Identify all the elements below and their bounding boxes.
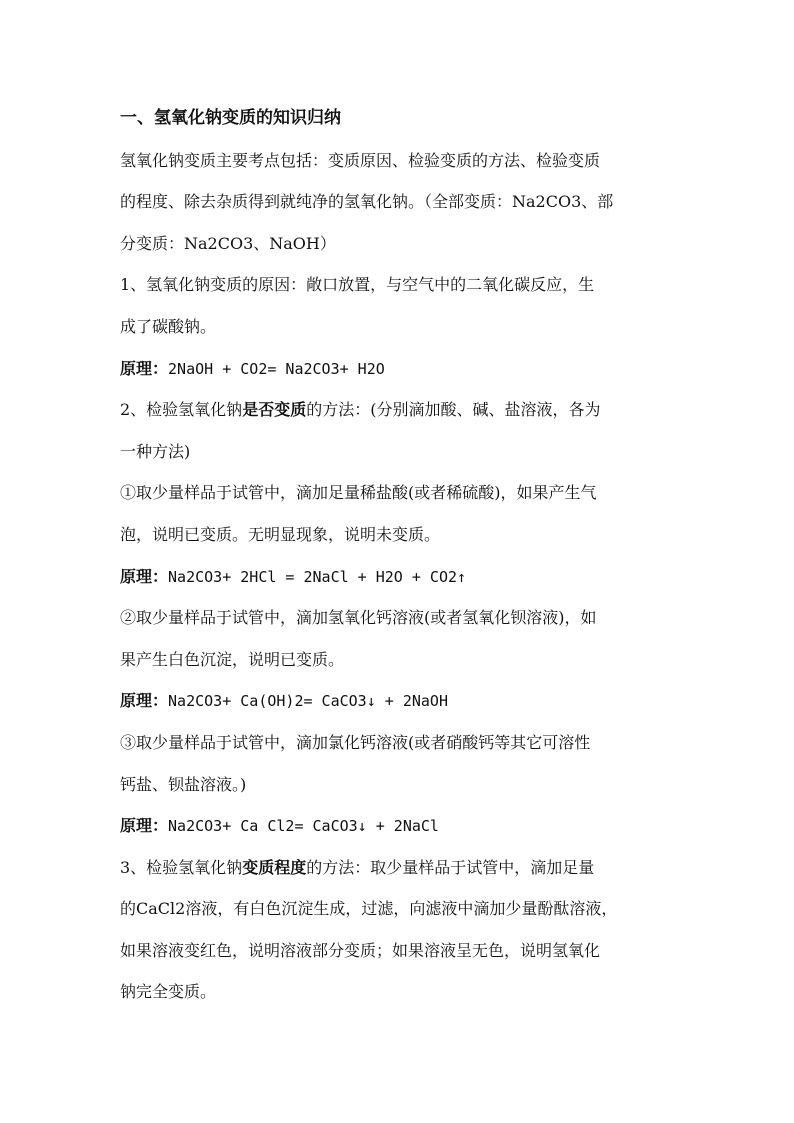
s3-line-1-c: 的方法：取少量样品于试管中，滴加足量 — [306, 857, 595, 877]
intro-line-1: 氢氧化钠变质主要考点包括：变质原因、检验变质的方法、检验变质 — [120, 150, 601, 170]
method-2-line-2: 果产生白色沉淀，说明已变质。 — [120, 649, 345, 669]
method-3-principle — [120, 805, 676, 847]
s3-line-1 — [120, 847, 676, 889]
method-1-line-1: ①取少量样品于试管中，滴加足量稀盐酸(或者稀硫酸)，如果产生气 — [120, 483, 597, 503]
method-1-principle — [120, 556, 676, 598]
s3-line-1-a: 3、检验氢氧化钠 — [120, 857, 243, 877]
principle-equation: Na2CO3+ 2HCl = 2NaCl + H2O + CO2↑ — [168, 567, 467, 586]
intro-line-2: 的程度、除去杂质得到就纯净的氢氧化钠。（全部变质：Na2CO3、部 — [120, 192, 614, 212]
method-1-line-2: 泡，说明已变质。无明显现象，说明未变质。 — [120, 524, 441, 544]
method-3-line-2: 钙盐、钡盐溶液。) — [120, 774, 247, 794]
principle-equation: Na2CO3+ Ca Cl2= CaCO3↓ + 2NaCl — [168, 817, 439, 836]
principle-label: 原理： — [120, 358, 169, 378]
principle-equation: Na2CO3+ Ca(OH)2= CaCO3↓ + 2NaOH — [168, 692, 448, 711]
method-2-line-1: ②取少量样品于试管中，滴加氢氧化钙溶液(或者氢氧化钡溶液)，如 — [120, 608, 597, 628]
s1-line-2: 成了碳酸钠。 — [120, 316, 217, 336]
s2-line-1-a: 2、检验氢氧化钠 — [120, 400, 243, 420]
s2-line-1-c: 的方法：(分别滴加酸、碱、盐溶液，各为 — [306, 400, 601, 420]
s3-line-1-bold: 变质程度 — [242, 857, 307, 877]
s3-line-3: 如果溶液变红色，说明溶液部分变质；如果溶液呈无色，说明氢氧化 — [120, 940, 601, 960]
method-3-line-1: ③取少量样品于试管中，滴加氯化钙溶液(或者硝酸钙等其它可溶性 — [120, 732, 591, 752]
s3-line-4: 钠完全变质。 — [120, 982, 217, 1002]
section-heading: 一、氢氧化钠变质的知识归纳 — [120, 108, 341, 128]
intro-line-3: 分变质：Na2CO3、NaOH） — [120, 233, 336, 253]
s2-line-2: 一种方法) — [120, 441, 191, 461]
s3-line-2: 的CaCl2溶液，有白色沉淀生成，过滤，向滤液中滴加少量酚酞溶液， — [120, 899, 618, 919]
principle-label: 原理： — [120, 566, 169, 586]
s2-line-1 — [120, 389, 676, 431]
s1-line-1: 1、氢氧化钠变质的原因：敞口放置，与空气中的二氧化碳反应，生 — [120, 275, 595, 295]
s1-principle — [120, 348, 676, 390]
s2-line-1-bold: 是否变质 — [242, 400, 307, 420]
principle-label: 原理： — [120, 691, 169, 711]
principle-label: 原理： — [120, 816, 169, 836]
principle-equation: 2NaOH + CO2= Na2CO3+ H2O — [168, 359, 385, 378]
method-2-principle — [120, 680, 676, 722]
